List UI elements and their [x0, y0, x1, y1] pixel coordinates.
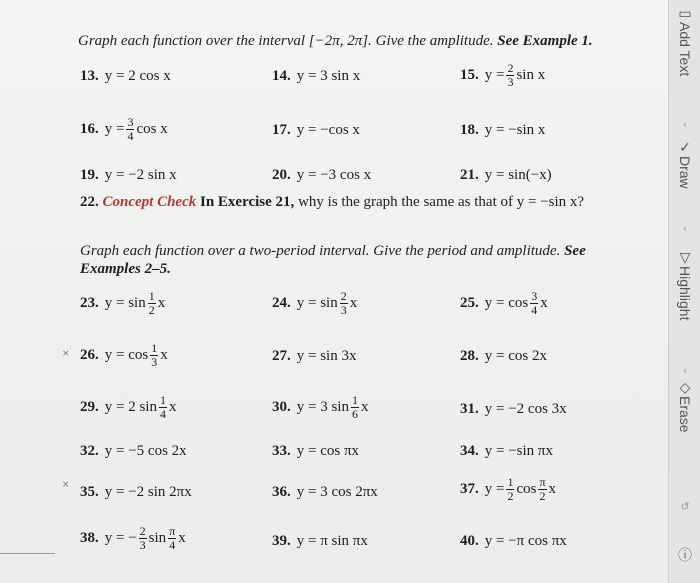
- exercise-number: 25.: [460, 295, 479, 311]
- fraction: [139, 525, 147, 552]
- exercise-number: 29.: [80, 399, 99, 415]
- denominator: 4: [127, 129, 134, 143]
- exercise-number: 13.: [80, 68, 99, 84]
- equation: [105, 290, 165, 317]
- exercise-18: [460, 122, 545, 139]
- exercise-number: 36.: [272, 484, 291, 500]
- equation: y = cos πx: [296, 443, 360, 459]
- numerator: 1: [148, 289, 155, 303]
- equation-suffix: x: [540, 295, 548, 311]
- numerator: π: [539, 475, 546, 489]
- equation: [105, 116, 168, 143]
- chevron-icon: ‹: [682, 118, 688, 131]
- equation-prefix: y = cos: [484, 295, 529, 311]
- equation: [485, 62, 545, 89]
- numerator: 1: [507, 475, 514, 489]
- equation: [297, 290, 357, 317]
- numerator: 2: [507, 61, 514, 75]
- denominator: 4: [531, 303, 538, 317]
- denominator: 2: [507, 489, 514, 503]
- draw-tool[interactable]: [669, 140, 700, 189]
- equation: y = −3 cos x: [296, 167, 372, 183]
- equation-prefix: y = 3 sin: [296, 399, 349, 415]
- exercise-36: [272, 484, 378, 501]
- equation-prefix: y =: [104, 121, 125, 137]
- fraction: [530, 290, 538, 317]
- exercise-number: 40.: [460, 533, 479, 549]
- fraction: [150, 342, 158, 369]
- equation: y = −sin πx: [484, 443, 553, 459]
- exercise-number: 26.: [80, 347, 99, 363]
- exercise-number: 32.: [80, 443, 99, 459]
- equation: [105, 525, 186, 552]
- exercise-37: [460, 476, 556, 503]
- equation: y = sin 3x: [296, 348, 357, 364]
- section2-example-ref: See Examples 2–5.: [80, 243, 586, 277]
- numerator: 2: [139, 524, 146, 538]
- exercise-20: [272, 167, 371, 184]
- fraction: [126, 116, 134, 143]
- numerator: 1: [351, 393, 358, 407]
- equation-suffix: sin x: [516, 67, 546, 83]
- numerator: 1: [159, 393, 166, 407]
- fraction: [506, 476, 514, 503]
- exercise-14: [272, 68, 360, 85]
- exercise-27: [272, 348, 356, 365]
- equation: y = −cos x: [296, 122, 360, 138]
- equation: y = cos 2x: [484, 348, 547, 364]
- add-text-tool[interactable]: [669, 6, 700, 76]
- fraction: [168, 525, 176, 552]
- exercise-number: 27.: [272, 348, 291, 364]
- fraction: [506, 62, 514, 89]
- section1-example-ref: See Example 1.: [497, 33, 593, 49]
- equation: y = −sin x: [484, 122, 546, 138]
- exercise-number: 35.: [80, 484, 99, 500]
- exercise-number: 23.: [80, 295, 99, 311]
- exercise-31: [460, 401, 567, 418]
- equation-suffix: x: [360, 399, 369, 415]
- equation-suffix: x: [548, 481, 557, 497]
- highlight-label: Highlight: [677, 266, 693, 321]
- section2-instruction: [80, 242, 650, 278]
- equation-prefix: y =: [484, 67, 505, 83]
- equation: y = 3 sin x: [296, 68, 361, 84]
- annotation-toolbar: [668, 0, 700, 583]
- highlight-tool[interactable]: [669, 250, 700, 320]
- exercise-number: 30.: [272, 399, 291, 415]
- exercise-34: [460, 443, 553, 460]
- denominator: 6: [351, 407, 358, 421]
- exercise-32: [80, 443, 187, 460]
- exercise-number: 21.: [460, 167, 479, 183]
- pen-icon: ✓: [679, 140, 691, 156]
- fraction: [340, 290, 348, 317]
- exercise-38: [80, 525, 186, 552]
- exercise-number: 19.: [80, 167, 99, 183]
- equation: [105, 394, 177, 421]
- section1-instruction-text: Graph each function over the interval [−2π, 2π]. Give the amplitude.: [78, 33, 494, 49]
- concept-check-question: why is the graph the same as that of y = −sin x?: [298, 194, 585, 210]
- equation: [485, 290, 548, 317]
- fraction: [148, 290, 156, 317]
- section2-instruction-text: Graph each function over a two-period interval. Give the period and amplitude.: [80, 243, 561, 259]
- denominator: 3: [151, 355, 158, 369]
- margin-mark: ×: [62, 349, 70, 359]
- fraction: [159, 394, 167, 421]
- exercise-23: [80, 290, 165, 317]
- exercise-number: 28.: [460, 348, 479, 364]
- numerator: 1: [151, 341, 158, 355]
- equation-prefix: y = 2 sin: [104, 399, 157, 415]
- draw-label: Draw: [677, 156, 693, 189]
- exercise-24: [272, 290, 357, 317]
- equation: y = −5 cos 2x: [104, 443, 187, 459]
- equation-suffix: x: [349, 295, 358, 311]
- equation-prefix: y = sin: [104, 295, 146, 311]
- add-text-label: Add Text: [677, 22, 693, 77]
- exercise-number: 38.: [80, 530, 99, 546]
- exercise-number: 15.: [460, 67, 479, 83]
- pen-stroke: [0, 553, 55, 554]
- numerator: 3: [531, 289, 538, 303]
- exercise-number: 17.: [272, 122, 291, 138]
- fraction: [351, 394, 359, 421]
- equation: y = −π cos πx: [484, 533, 567, 549]
- equation-suffix: x: [178, 530, 186, 546]
- exercise-29: [80, 394, 176, 421]
- exercise-19: [80, 167, 177, 184]
- equation-prefix: y = sin: [296, 295, 338, 311]
- exercise-35: [80, 484, 192, 501]
- exercise-21: [460, 167, 552, 184]
- section1-instruction: [78, 32, 593, 50]
- highlighter-icon: ▽: [679, 250, 691, 266]
- erase-label: Erase: [677, 396, 693, 433]
- exercise-reference: In Exercise 21,: [200, 194, 295, 210]
- denominator: 2: [148, 303, 155, 317]
- text-box-icon: ▭: [678, 6, 692, 22]
- equation: [297, 394, 369, 421]
- equation-prefix: y =: [484, 481, 505, 497]
- undo-icon[interactable]: ↺: [680, 500, 690, 513]
- fraction: [538, 476, 546, 503]
- numerator: 2: [340, 289, 347, 303]
- equation: y = −2 sin x: [104, 167, 177, 183]
- concept-check-title: Concept Check: [102, 194, 197, 210]
- equation-prefix: y = cos: [104, 347, 149, 363]
- denominator: 2: [539, 489, 546, 503]
- equation: y = −2 sin 2πx: [104, 484, 192, 500]
- equation: [485, 476, 556, 503]
- exercise-number: 20.: [272, 167, 291, 183]
- denominator: 4: [159, 407, 166, 421]
- margin-mark: ×: [62, 480, 70, 490]
- exercise-number: 16.: [80, 121, 99, 137]
- equation: y = −2 cos 3x: [484, 401, 567, 417]
- equation-function: cos: [516, 481, 537, 497]
- erase-tool[interactable]: [669, 380, 700, 433]
- exercise-number: 24.: [272, 295, 291, 311]
- exercise-number: 33.: [272, 443, 291, 459]
- exercise-26: [80, 342, 168, 369]
- denominator: 3: [139, 538, 146, 552]
- equation: y = sin(−x): [484, 167, 552, 183]
- exercise-17: [272, 122, 360, 139]
- equation-prefix: y = −: [104, 530, 137, 546]
- equation: y = π sin πx: [296, 533, 368, 549]
- exercise-28: [460, 348, 547, 365]
- equation: [105, 342, 168, 369]
- equation-suffix: x: [157, 295, 166, 311]
- exercise-number: 39.: [272, 533, 291, 549]
- exercise-number: 31.: [460, 401, 479, 417]
- exercise-number: 14.: [272, 68, 291, 84]
- equation-suffix: cos x: [136, 121, 168, 137]
- exercise-number: 22.: [80, 194, 99, 210]
- exercise-22: [80, 194, 584, 211]
- exercise-number: 37.: [460, 481, 479, 497]
- chevron-icon: ‹: [682, 364, 688, 377]
- denominator: 4: [169, 538, 176, 552]
- exercise-40: [460, 533, 567, 550]
- exercise-15: [460, 62, 545, 89]
- exercise-13: [80, 68, 171, 85]
- numerator: 3: [127, 115, 134, 129]
- exercise-30: [272, 394, 368, 421]
- exercise-39: [272, 533, 368, 550]
- denominator: 3: [340, 303, 347, 317]
- denominator: 3: [507, 75, 514, 89]
- exercise-16: [80, 116, 168, 143]
- exercise-number: 34.: [460, 443, 479, 459]
- help-icon[interactable]: ⓘ: [678, 548, 692, 564]
- equation-function: sin: [148, 530, 167, 546]
- chevron-icon: ‹: [682, 222, 688, 235]
- exercise-33: [272, 443, 359, 460]
- equation-suffix: x: [168, 399, 177, 415]
- eraser-icon: ◇: [679, 380, 691, 396]
- exercise-25: [460, 290, 548, 317]
- numerator: π: [169, 524, 176, 538]
- exercise-number: 18.: [460, 122, 479, 138]
- equation-suffix: x: [160, 347, 168, 363]
- equation: y = 3 cos 2πx: [296, 484, 378, 500]
- equation: y = 2 cos x: [104, 68, 171, 84]
